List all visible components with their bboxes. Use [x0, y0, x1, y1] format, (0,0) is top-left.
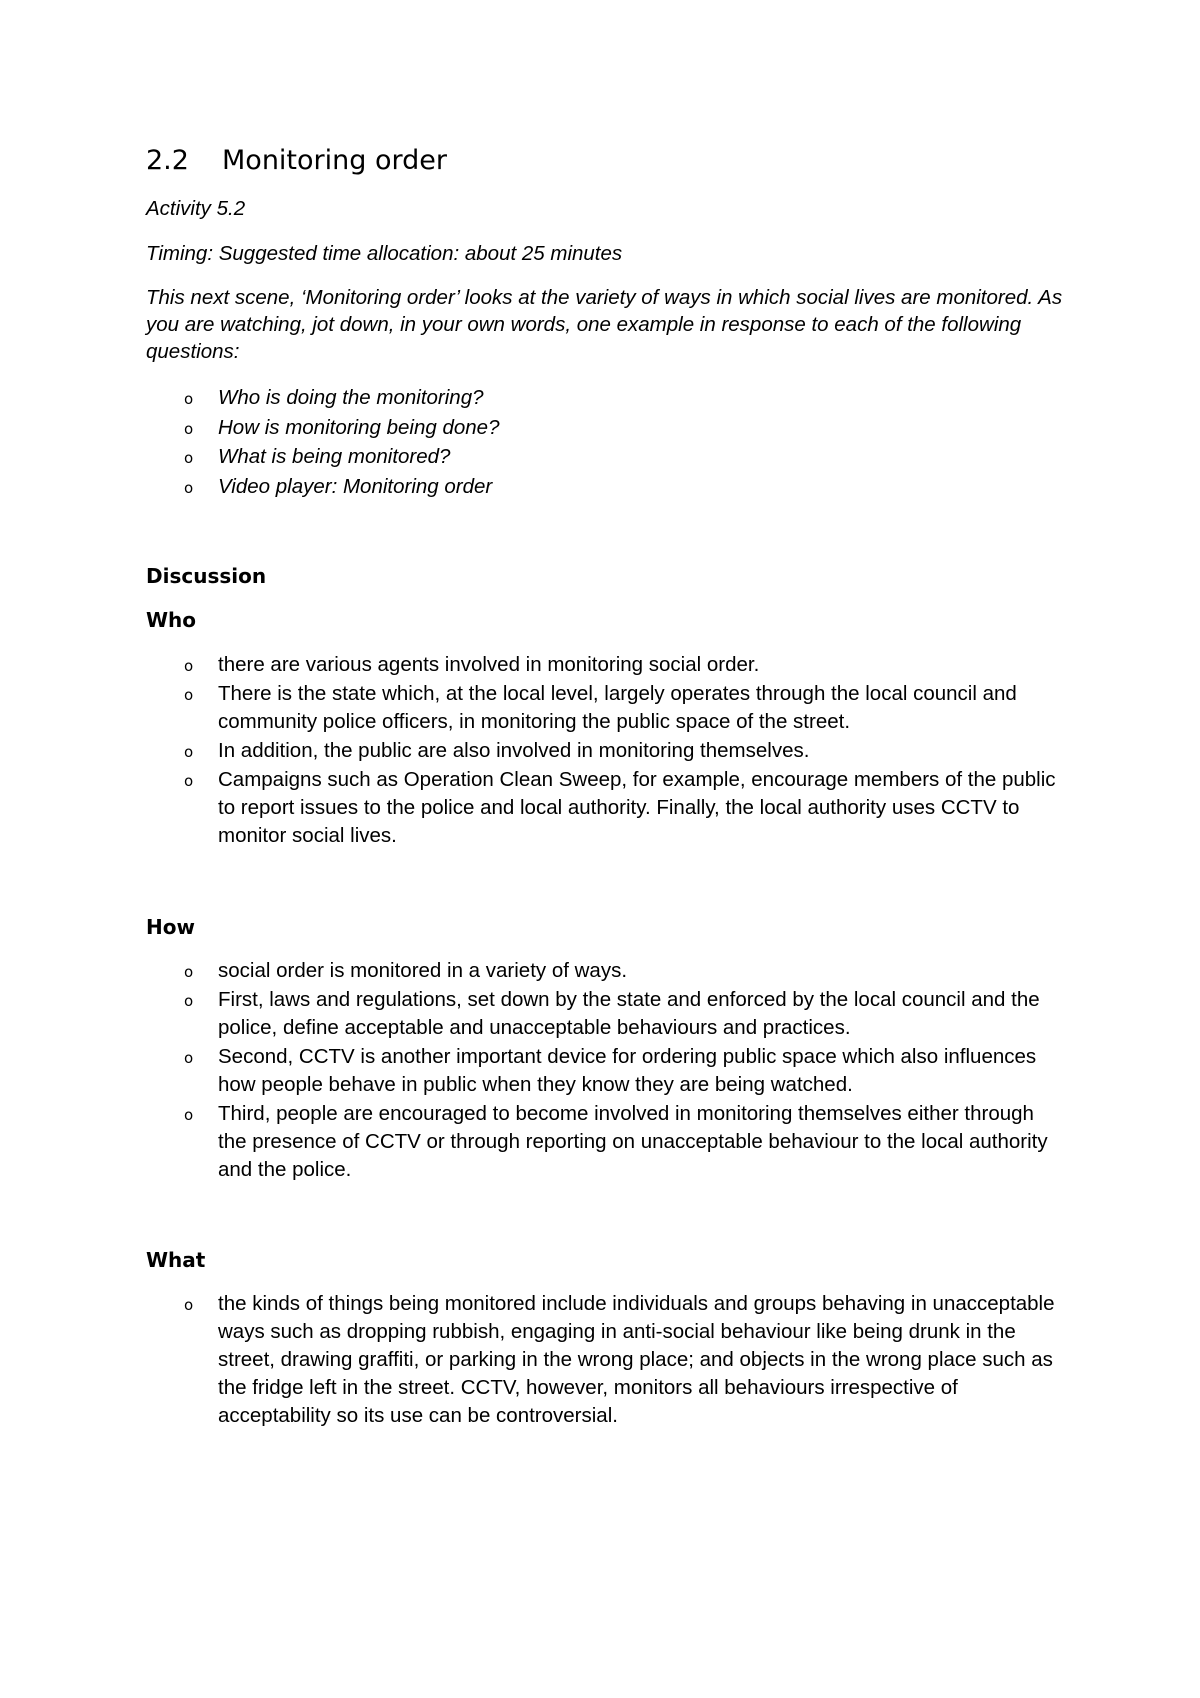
- bullet-icon: o: [184, 419, 194, 438]
- list-item: [146, 651, 1066, 679]
- question-text: What is being monitored?: [218, 445, 451, 469]
- list-item-text: Second, CCTV is another important device for ordering public space which also influences how people behave in public when they know they are being watched.: [218, 1045, 1037, 1096]
- bullet-icon: o: [184, 657, 194, 675]
- bullet-icon: o: [184, 1296, 194, 1314]
- question-text: How is monitoring being done?: [218, 415, 500, 439]
- what-list: [146, 1290, 1066, 1431]
- list-item: [146, 1100, 1066, 1184]
- list-item: [146, 383, 1066, 413]
- how-list: [146, 957, 1066, 1185]
- bullet-icon: o: [184, 449, 194, 468]
- bullet-icon: o: [184, 963, 194, 981]
- list-item-text: the kinds of things being monitored include individuals and groups behaving in unacceptable ways such as dropping rubbish, engaging in anti-social behaviour like being drunk in the street, drawing graffiti, or parking in the wrong place; and objects in the wrong place such as the fridge left in the street. CCTV, however, monitors all behaviours irrespective of acceptability so its use can be controversial.: [218, 1292, 1055, 1427]
- list-item-text: In addition, the public are also involved in monitoring themselves.: [218, 739, 810, 762]
- list-item: [146, 442, 1066, 472]
- what-heading: What: [146, 1248, 206, 1272]
- bullet-icon: o: [184, 992, 194, 1010]
- bullet-icon: o: [184, 390, 194, 408]
- list-item: [146, 472, 1066, 502]
- list-item: [146, 766, 1066, 850]
- how-heading: How: [146, 915, 195, 939]
- bullet-icon: o: [184, 1106, 194, 1124]
- section-title: Monitoring order: [222, 145, 447, 176]
- video-player-text: Video player: Monitoring order: [218, 475, 493, 499]
- list-item: [146, 737, 1066, 765]
- who-heading: Who: [146, 608, 197, 632]
- list-item-text: First, laws and regulations, set down by the state and enforced by the local council and the police, define acceptable and unacceptable behaviours and practices.: [218, 988, 1040, 1039]
- intro-paragraph: This next scene, ‘Monitoring order’ looks at the variety of ways in which social lives are monitored. As you are watching, jot down, in your own words, one example in response to each of the following questions:: [146, 286, 1063, 363]
- bullet-icon: o: [184, 479, 194, 498]
- list-item-text: Campaigns such as Operation Clean Sweep, for example, encourage members of the public to report issues to the police and local authority. Finally, the local authority uses CCTV to monitor social lives.: [218, 768, 1056, 847]
- list-item: [146, 680, 1066, 736]
- question-text: Who is doing the monitoring?: [218, 386, 484, 409]
- timing-text: Timing: Suggested time allocation: about 25 minutes: [146, 242, 623, 265]
- section-heading: [146, 143, 447, 179]
- list-item-text: social order is monitored in a variety of ways.: [218, 959, 628, 982]
- activity-label: Activity 5.2: [146, 197, 246, 220]
- list-item: [146, 1290, 1066, 1430]
- discussion-heading: Discussion: [146, 564, 267, 588]
- bullet-icon: o: [184, 772, 194, 790]
- section-number: 2.2: [146, 145, 189, 176]
- bullet-icon: o: [184, 1049, 194, 1067]
- bullet-icon: o: [184, 686, 194, 704]
- bullet-icon: o: [184, 743, 194, 761]
- question-list: [146, 383, 1066, 502]
- who-list: [146, 651, 1066, 851]
- list-item-text: Third, people are encouraged to become involved in monitoring themselves either through the presence of CCTV or through reporting on unacceptable behaviour to the local authority and the police.: [218, 1102, 1048, 1181]
- list-item: [146, 1043, 1066, 1099]
- list-item: [146, 986, 1066, 1042]
- list-item-text: there are various agents involved in monitoring social order.: [218, 653, 760, 676]
- list-item-text: There is the state which, at the local level, largely operates through the local council and community police officers, in monitoring the public space of the street.: [218, 682, 1017, 733]
- list-item: [146, 413, 1066, 443]
- list-item: [146, 957, 1066, 985]
